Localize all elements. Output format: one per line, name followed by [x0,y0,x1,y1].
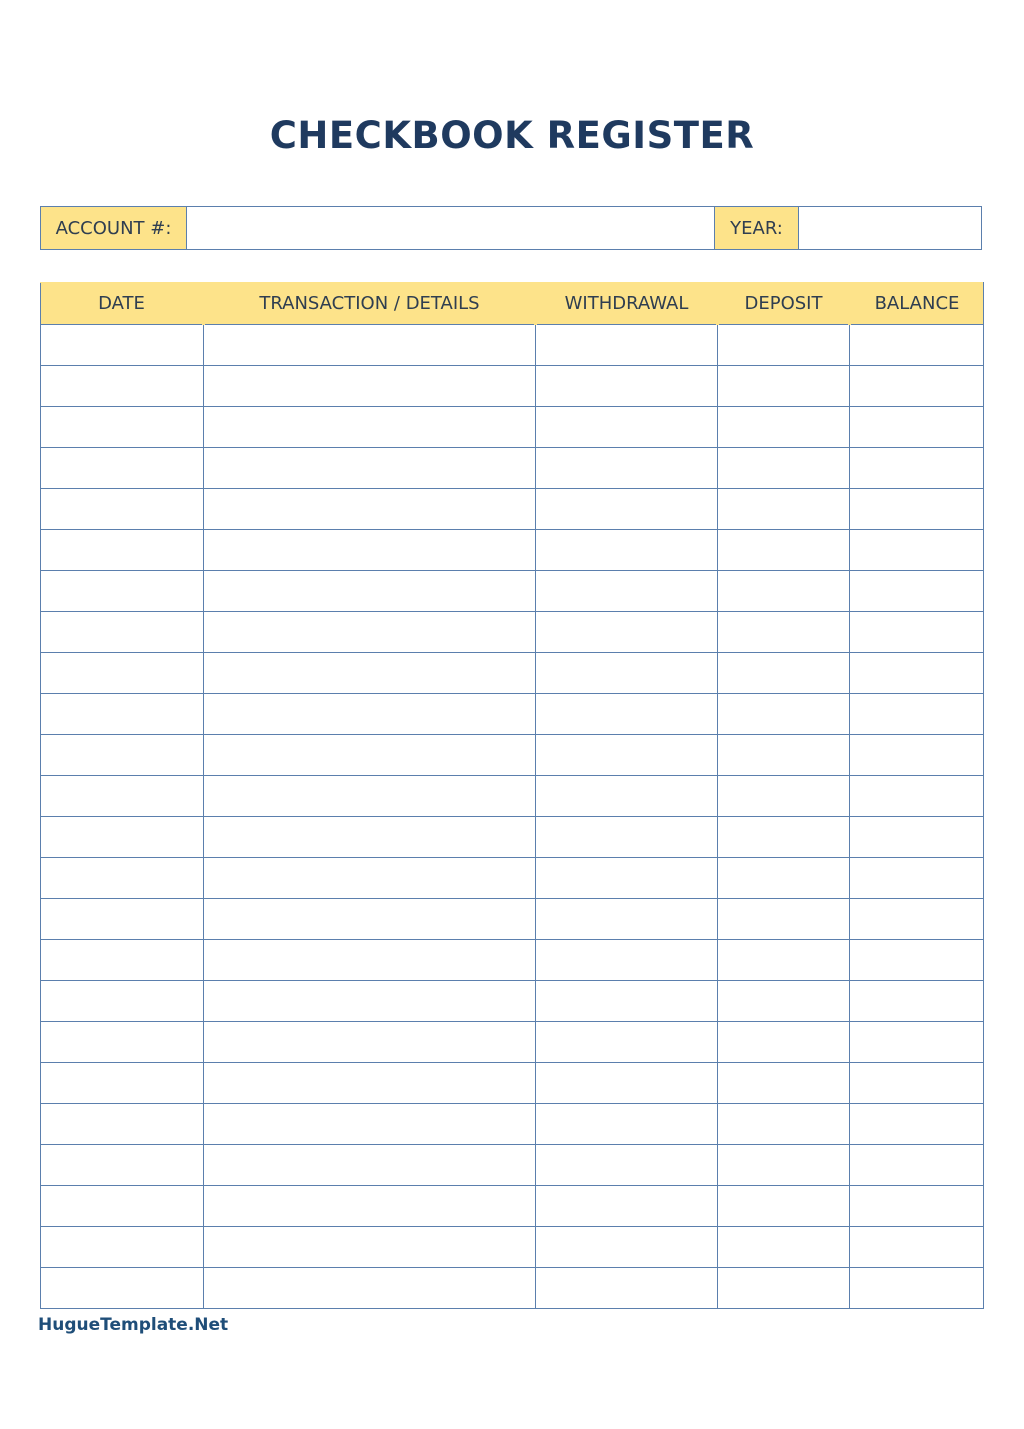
cell-deposit[interactable] [718,776,850,817]
cell-balance[interactable] [850,1063,984,1104]
cell-balance[interactable] [850,448,984,489]
table-row [41,694,984,735]
cell-deposit[interactable] [718,1063,850,1104]
cell-deposit[interactable] [718,530,850,571]
cell-withdrawal[interactable] [536,1145,718,1186]
cell-transaction-details[interactable] [204,817,536,858]
cell-date[interactable] [41,1063,204,1104]
cell-withdrawal[interactable] [536,530,718,571]
cell-deposit[interactable] [718,694,850,735]
cell-transaction-details[interactable] [204,653,536,694]
cell-deposit[interactable] [718,899,850,940]
table-row [41,899,984,940]
table-row [41,448,984,489]
cell-transaction-details[interactable] [204,366,536,407]
cell-transaction-details[interactable] [204,1145,536,1186]
cell-date[interactable] [41,612,204,653]
cell-balance[interactable] [850,530,984,571]
cell-withdrawal[interactable] [536,612,718,653]
cell-deposit[interactable] [718,735,850,776]
cell-date[interactable] [41,1227,204,1268]
cell-balance[interactable] [850,940,984,981]
cell-date[interactable] [41,899,204,940]
table-row [41,653,984,694]
column-header-date: DATE [41,283,204,325]
cell-date[interactable] [41,366,204,407]
cell-transaction-details[interactable] [204,899,536,940]
cell-withdrawal[interactable] [536,735,718,776]
cell-transaction-details[interactable] [204,735,536,776]
cell-date[interactable] [41,735,204,776]
cell-date[interactable] [41,1186,204,1227]
cell-deposit[interactable] [718,325,850,366]
cell-transaction-details[interactable] [204,940,536,981]
cell-transaction-details[interactable] [204,325,536,366]
cell-balance[interactable] [850,653,984,694]
cell-date[interactable] [41,817,204,858]
cell-transaction-details[interactable] [204,776,536,817]
cell-withdrawal[interactable] [536,776,718,817]
cell-deposit[interactable] [718,1268,850,1309]
cell-withdrawal[interactable] [536,1104,718,1145]
register-body [41,325,984,1309]
cell-withdrawal[interactable] [536,1186,718,1227]
cell-balance[interactable] [850,981,984,1022]
cell-balance[interactable] [850,1104,984,1145]
cell-transaction-details[interactable] [204,448,536,489]
cell-deposit[interactable] [718,407,850,448]
register-header-row [41,283,984,325]
register-table [40,282,984,1309]
cell-date[interactable] [41,940,204,981]
account-info-bar [40,206,982,250]
table-row [41,817,984,858]
cell-date[interactable] [41,1104,204,1145]
cell-date[interactable] [41,1145,204,1186]
cell-withdrawal[interactable] [536,981,718,1022]
cell-balance[interactable] [850,1022,984,1063]
cell-transaction-details[interactable] [204,858,536,899]
cell-deposit[interactable] [718,981,850,1022]
cell-balance[interactable] [850,899,984,940]
cell-date[interactable] [41,571,204,612]
cell-transaction-details[interactable] [204,1022,536,1063]
cell-transaction-details[interactable] [204,489,536,530]
cell-deposit[interactable] [718,1145,850,1186]
column-header-withdrawal: WITHDRAWAL [536,283,718,325]
table-row [41,940,984,981]
cell-deposit[interactable] [718,817,850,858]
cell-withdrawal[interactable] [536,1268,718,1309]
cell-balance[interactable] [850,612,984,653]
cell-deposit[interactable] [718,366,850,407]
year-field[interactable] [799,207,981,249]
cell-balance[interactable] [850,1227,984,1268]
table-row [41,407,984,448]
column-header-deposit: DEPOSIT [718,283,850,325]
cell-balance[interactable] [850,366,984,407]
cell-balance[interactable] [850,858,984,899]
cell-balance[interactable] [850,1145,984,1186]
cell-transaction-details[interactable] [204,530,536,571]
cell-deposit[interactable] [718,1022,850,1063]
column-header-balance: BALANCE [850,283,984,325]
cell-transaction-details[interactable] [204,1063,536,1104]
cell-deposit[interactable] [718,1186,850,1227]
cell-transaction-details[interactable] [204,612,536,653]
cell-withdrawal[interactable] [536,653,718,694]
table-row [41,1227,984,1268]
account-number-label: ACCOUNT #: [41,207,187,249]
cell-withdrawal[interactable] [536,325,718,366]
year-label: YEAR: [715,207,799,249]
cell-deposit[interactable] [718,612,850,653]
column-header-transaction-details: TRANSACTION / DETAILS [204,283,536,325]
cell-date[interactable] [41,858,204,899]
cell-date[interactable] [41,694,204,735]
cell-date[interactable] [41,1022,204,1063]
cell-withdrawal[interactable] [536,571,718,612]
table-row [41,366,984,407]
cell-transaction-details[interactable] [204,1186,536,1227]
cell-date[interactable] [41,325,204,366]
cell-balance[interactable] [850,735,984,776]
cell-date[interactable] [41,1268,204,1309]
cell-withdrawal[interactable] [536,858,718,899]
cell-deposit[interactable] [718,489,850,530]
cell-date[interactable] [41,407,204,448]
table-row [41,1104,984,1145]
cell-transaction-details[interactable] [204,1268,536,1309]
cell-withdrawal[interactable] [536,694,718,735]
cell-date[interactable] [41,653,204,694]
table-row [41,325,984,366]
cell-transaction-details[interactable] [204,694,536,735]
cell-date[interactable] [41,448,204,489]
cell-deposit[interactable] [718,1104,850,1145]
cell-withdrawal[interactable] [536,448,718,489]
cell-withdrawal[interactable] [536,1022,718,1063]
cell-balance[interactable] [850,776,984,817]
table-row [41,530,984,571]
cell-transaction-details[interactable] [204,1227,536,1268]
cell-withdrawal[interactable] [536,407,718,448]
table-row [41,1063,984,1104]
table-row [41,612,984,653]
cell-balance[interactable] [850,325,984,366]
cell-date[interactable] [41,981,204,1022]
cell-withdrawal[interactable] [536,366,718,407]
table-row [41,1268,984,1309]
cell-balance[interactable] [850,571,984,612]
account-number-field[interactable] [187,207,715,249]
cell-deposit[interactable] [718,448,850,489]
cell-balance[interactable] [850,694,984,735]
cell-balance[interactable] [850,1268,984,1309]
cell-withdrawal[interactable] [536,489,718,530]
cell-transaction-details[interactable] [204,571,536,612]
table-row [41,1186,984,1227]
cell-deposit[interactable] [718,1227,850,1268]
table-row [41,776,984,817]
cell-withdrawal[interactable] [536,940,718,981]
page-title: CHECKBOOK REGISTER [269,114,755,157]
cell-balance[interactable] [850,817,984,858]
table-row [41,1022,984,1063]
cell-balance[interactable] [850,407,984,448]
cell-date[interactable] [41,776,204,817]
cell-deposit[interactable] [718,858,850,899]
brand-watermark: HugueTemplate.Net [38,1315,229,1335]
cell-withdrawal[interactable] [536,899,718,940]
table-row [41,858,984,899]
table-row [41,489,984,530]
cell-transaction-details[interactable] [204,407,536,448]
cell-withdrawal[interactable] [536,817,718,858]
table-row [41,981,984,1022]
cell-deposit[interactable] [718,940,850,981]
table-row [41,1145,984,1186]
cell-balance[interactable] [850,1186,984,1227]
cell-date[interactable] [41,530,204,571]
cell-deposit[interactable] [718,571,850,612]
cell-transaction-details[interactable] [204,981,536,1022]
cell-date[interactable] [41,489,204,530]
table-row [41,571,984,612]
cell-transaction-details[interactable] [204,1104,536,1145]
cell-withdrawal[interactable] [536,1227,718,1268]
cell-withdrawal[interactable] [536,1063,718,1104]
table-row [41,735,984,776]
cell-deposit[interactable] [718,653,850,694]
cell-balance[interactable] [850,489,984,530]
